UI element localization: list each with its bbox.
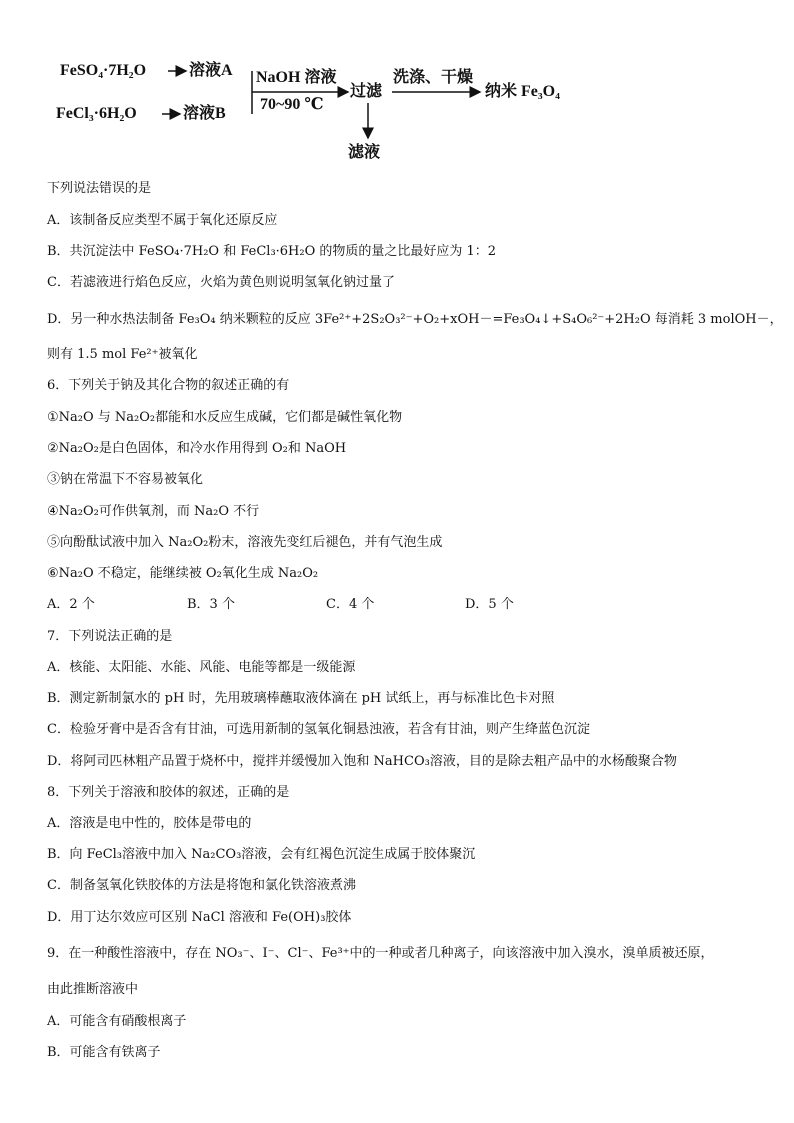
- solution-a: 溶液A: [189, 62, 233, 79]
- q8-option-a: A．溶液是电中性的，胶体是带电的: [47, 816, 252, 831]
- reagent-a: FeSO₄·7H₂O: [60, 62, 147, 79]
- q6-item-6: ⑥Na₂O 不稳定，能继续被 O₂氧化生成 Na₂O₂: [47, 566, 319, 581]
- q5-option-d-cont: 则有 1.5 mol Fe²⁺被氧化: [47, 347, 198, 362]
- q6-choice-b: B．3 个: [187, 597, 235, 612]
- q7-option-d: D．将阿司匹林粗产品置于烧杯中，搅拌并缓慢加入饱和 NaHCO₃溶液，目的是除去粗产品中的水杨酸聚合物: [47, 754, 677, 769]
- q5-option-b: B．共沉淀法中 FeSO₄·7H₂O 和 FeCl₃·6H₂O 的物质的量之比最好应为 1：2: [47, 244, 497, 259]
- q6-item-2: ②Na₂O₂是白色固体，和冷水作用得到 O₂和 NaOH: [47, 441, 347, 456]
- q6-item-4: ④Na₂O₂可作供氧剂，而 Na₂O 不行: [47, 504, 260, 519]
- step-wash: 洗涤、干燥: [393, 69, 474, 86]
- q6-choice-c: C．4 个: [326, 597, 375, 612]
- q7-stem: 7．下列说法正确的是: [47, 629, 173, 644]
- product: 纳米 Fe₃O₄: [485, 83, 560, 100]
- q9-stem-cont: 由此推断溶液中: [47, 982, 139, 997]
- q5-option-c: C．若滤液进行焰色反应，火焰为黄色则说明氢氧化钠过量了: [47, 275, 395, 290]
- solution-b: 溶液B: [183, 105, 226, 122]
- flowchart: [0, 0, 794, 175]
- condition-temp: 70~90 ℃: [260, 96, 324, 113]
- q6-item-1: ①Na₂O 与 Na₂O₂都能和水反应生成碱，它们都是碱性氧化物: [47, 410, 403, 425]
- step-filter: 过滤: [350, 83, 383, 100]
- q5-option-d: D．另一种水热法制备 Fe₃O₄ 纳米颗粒的反应 3Fe²⁺+2S₂O₃²⁻+O₂+xOH－=Fe₃O₄↓+S₄O₆²⁻+2H₂O 每消耗 3 molOH－，: [47, 312, 783, 327]
- q8-option-c: C．制备氢氧化铁胶体的方法是将饱和氯化铁溶液煮沸: [47, 878, 356, 893]
- q5-option-a: A．该制备反应类型不属于氧化还原反应: [47, 213, 278, 228]
- condition-reagent: NaOH 溶液: [256, 69, 337, 86]
- q7-option-c: C．检验牙膏中是否含有甘油，可选用新制的氢氧化铜悬浊液，若含有甘油，则产生绛蓝色沉淀: [47, 722, 590, 737]
- q6-item-3: ③钠在常温下不容易被氧化: [47, 472, 204, 487]
- q6-item-5: ⑤向酚酞试液中加入 Na₂O₂粉末，溶液先变红后褪色，并有气泡生成: [47, 535, 443, 550]
- q9-stem: 9．在一种酸性溶液中，存在 NO₃⁻、I⁻、Cl⁻、Fe³⁺中的一种或者几种离子，向该溶液中加入溴水，溴单质被还原，: [47, 946, 714, 961]
- q8-option-d: D．用丁达尔效应可区别 NaCl 溶液和 Fe(OH)₃胶体: [47, 910, 352, 925]
- reagent-b: FeCl₃·6H₂O: [56, 105, 137, 122]
- q8-option-b: B．向 FeCl₃溶液中加入 Na₂CO₃溶液，会有红褐色沉淀生成属于胶体聚沉: [47, 847, 476, 862]
- q9-option-b: B．可能含有铁离子: [47, 1045, 161, 1060]
- q6-choice-a: A．2 个: [47, 597, 95, 612]
- q6-stem: 6．下列关于钠及其化合物的叙述正确的有: [47, 378, 290, 393]
- q8-stem: 8．下列关于溶液和胶体的叙述，正确的是: [47, 785, 290, 800]
- q7-option-a: A．核能、太阳能、水能、风能、电能等都是一级能源: [47, 660, 356, 675]
- q9-option-a: A．可能含有硝酸根离子: [47, 1014, 187, 1029]
- q5-stem: 下列说法错误的是: [47, 181, 152, 196]
- q7-option-b: B．测定新制氯水的 pH 时，先用玻璃棒蘸取液体滴在 pH 试纸上，再与标准比色卡对照: [47, 691, 555, 706]
- q6-choice-d: D．5 个: [465, 597, 514, 612]
- filtrate: 滤液: [348, 144, 381, 161]
